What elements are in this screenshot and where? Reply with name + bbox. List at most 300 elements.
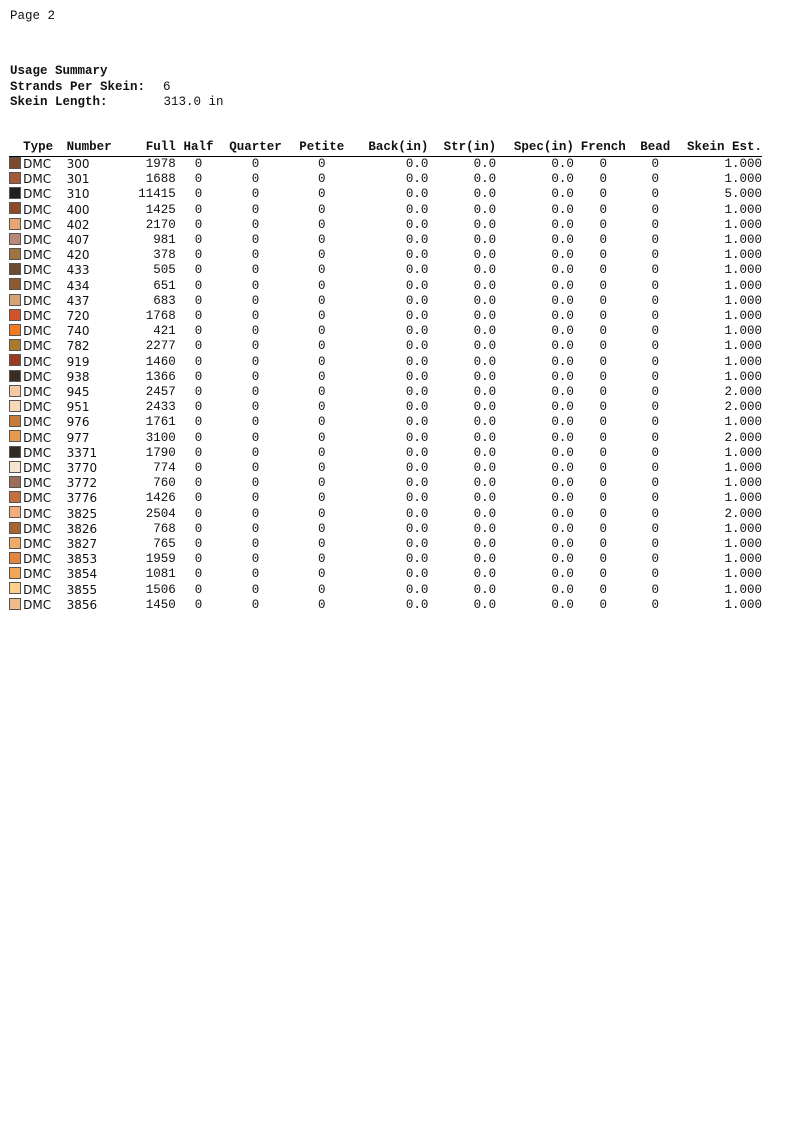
table-row — [9, 567, 762, 582]
swatch-cell — [9, 187, 23, 202]
spec-length-cell: 0.0 — [551, 263, 574, 278]
full-count-cell: 760 — [153, 476, 176, 491]
thread-number-cell: 3772 — [66, 476, 98, 491]
quarter-count-cell: 0 — [251, 582, 260, 597]
petite-count-cell: 0 — [318, 202, 326, 217]
half-count-cell: 0 — [194, 278, 203, 293]
full-count-cell: 2457 — [145, 385, 176, 400]
quarter-count-cell: 0 — [251, 567, 260, 582]
thread-type-cell: DMC — [23, 400, 52, 415]
thread-number-cell: 977 — [66, 430, 90, 445]
skein-estimate-cell: 2.000 — [724, 385, 762, 400]
french-count-cell: 0 — [599, 567, 607, 582]
back-length-cell: 0.0 — [405, 537, 429, 552]
table-row — [9, 507, 762, 522]
french-count-cell: 0 — [599, 202, 607, 217]
back-length-cell: 0.0 — [405, 293, 429, 308]
str-length-cell: 0.0 — [473, 521, 497, 536]
full-count-cell: 768 — [153, 521, 176, 536]
col-header-bead: Bead — [633, 139, 678, 157]
skein-estimate-cell: 1.000 — [724, 552, 762, 567]
color-swatch — [9, 278, 21, 290]
color-swatch — [9, 461, 21, 473]
color-swatch — [9, 202, 21, 214]
swatch-cell — [9, 172, 23, 187]
french-count-cell: 0 — [599, 476, 607, 491]
skein-estimate-cell: 1.000 — [724, 324, 762, 339]
str-length-cell: 0.0 — [473, 187, 497, 202]
str-length-cell: 0.0 — [473, 597, 497, 612]
quarter-count-cell: 0 — [251, 217, 260, 232]
back-length-cell: 0.0 — [405, 309, 429, 324]
skein-estimate-cell: 5.000 — [724, 187, 762, 202]
full-count-cell: 2277 — [145, 339, 176, 354]
full-count-cell: 1768 — [145, 309, 176, 324]
swatch-cell — [9, 263, 23, 278]
swatch-cell — [9, 491, 23, 506]
str-length-cell: 0.0 — [473, 476, 497, 491]
french-count-cell: 0 — [599, 537, 607, 552]
skein-estimate-cell: 1.000 — [724, 445, 762, 460]
color-swatch — [9, 598, 21, 610]
full-count-cell: 651 — [153, 278, 176, 293]
half-count-cell: 0 — [194, 521, 203, 536]
skein-estimate-cell: 2.000 — [724, 506, 762, 521]
petite-count-cell: 0 — [318, 597, 326, 612]
thread-type-cell: DMC — [23, 278, 52, 293]
back-length-cell: 0.0 — [405, 339, 429, 354]
full-count-cell: 765 — [153, 537, 176, 552]
thread-number-cell: 945 — [66, 385, 90, 400]
str-length-cell: 0.0 — [473, 567, 497, 582]
half-count-cell: 0 — [194, 567, 203, 582]
thread-type-cell: DMC — [23, 476, 52, 491]
thread-number-cell: 400 — [66, 202, 90, 217]
color-swatch — [9, 476, 21, 488]
back-length-cell: 0.0 — [405, 521, 429, 536]
skein-estimate-cell: 1.000 — [724, 354, 762, 369]
table-row — [9, 461, 762, 476]
thread-number-cell: 433 — [66, 263, 90, 278]
french-count-cell: 0 — [599, 293, 607, 308]
thread-type-cell: DMC — [23, 597, 52, 612]
half-count-cell: 0 — [194, 597, 203, 612]
str-length-cell: 0.0 — [473, 552, 497, 567]
thread-number-cell: 3776 — [66, 491, 98, 506]
swatch-cell — [9, 339, 23, 354]
quarter-count-cell: 0 — [251, 552, 260, 567]
col-header-full: Full — [123, 139, 176, 157]
swatch-cell — [9, 157, 23, 173]
table-row — [9, 400, 762, 415]
half-count-cell: 0 — [194, 248, 203, 263]
half-count-cell: 0 — [194, 324, 203, 339]
petite-count-cell: 0 — [318, 491, 326, 506]
quarter-count-cell: 0 — [251, 278, 260, 293]
thread-number-cell: 938 — [66, 369, 90, 384]
half-count-cell: 0 — [194, 445, 203, 460]
swatch-cell — [9, 324, 23, 339]
color-swatch — [9, 491, 21, 503]
half-count-cell: 0 — [194, 506, 203, 521]
str-length-cell: 0.0 — [473, 293, 497, 308]
bead-count-cell: 0 — [651, 202, 659, 217]
spec-length-cell: 0.0 — [551, 278, 574, 293]
color-swatch — [9, 157, 21, 169]
col-header-skein-est: Skein Est. — [678, 139, 762, 157]
skein-estimate-cell: 1.000 — [724, 491, 762, 506]
skein-estimate-cell: 1.000 — [724, 293, 762, 308]
petite-count-cell: 0 — [318, 263, 326, 278]
thread-type-cell: DMC — [23, 369, 52, 384]
swatch-cell — [9, 431, 23, 446]
back-length-cell: 0.0 — [405, 172, 429, 187]
french-count-cell: 0 — [599, 309, 607, 324]
back-length-cell: 0.0 — [405, 582, 429, 597]
color-swatch — [9, 522, 21, 534]
table-row — [9, 157, 762, 173]
full-count-cell: 981 — [153, 233, 176, 248]
spec-length-cell: 0.0 — [551, 339, 574, 354]
half-count-cell: 0 — [194, 263, 203, 278]
petite-count-cell: 0 — [318, 309, 326, 324]
spec-length-cell: 0.0 — [551, 567, 574, 582]
back-length-cell: 0.0 — [405, 506, 429, 521]
str-length-cell: 0.0 — [473, 537, 497, 552]
petite-count-cell: 0 — [318, 461, 326, 476]
table-row — [9, 431, 762, 446]
french-count-cell: 0 — [599, 187, 607, 202]
full-count-cell: 1790 — [145, 445, 176, 460]
petite-count-cell: 0 — [318, 537, 326, 552]
french-count-cell: 0 — [599, 354, 607, 369]
quarter-count-cell: 0 — [251, 354, 260, 369]
strands-value: 6 — [163, 79, 171, 94]
bead-count-cell: 0 — [651, 217, 659, 232]
thread-type-cell: DMC — [23, 445, 52, 460]
half-count-cell: 0 — [194, 385, 203, 400]
petite-count-cell: 0 — [318, 567, 326, 582]
col-header-str: Str(in) — [428, 139, 496, 157]
bead-count-cell: 0 — [651, 476, 659, 491]
table-row — [9, 263, 762, 278]
half-count-cell: 0 — [194, 369, 203, 384]
french-count-cell: 0 — [599, 278, 607, 293]
swatch-cell — [9, 567, 23, 582]
bead-count-cell: 0 — [651, 491, 659, 506]
spec-length-cell: 0.0 — [551, 354, 574, 369]
bead-count-cell: 0 — [651, 582, 659, 597]
spec-length-cell: 0.0 — [551, 506, 574, 521]
bead-count-cell: 0 — [651, 172, 659, 187]
quarter-count-cell: 0 — [251, 461, 260, 476]
full-count-cell: 1425 — [145, 202, 176, 217]
color-swatch — [9, 339, 21, 351]
french-count-cell: 0 — [599, 430, 607, 445]
spec-length-cell: 0.0 — [551, 217, 574, 232]
bead-count-cell: 0 — [651, 506, 659, 521]
color-swatch — [9, 385, 21, 397]
page-label: Page 2 — [10, 9, 56, 23]
thread-type-cell: DMC — [23, 385, 52, 400]
skein-estimate-cell: 1.000 — [724, 521, 762, 536]
col-header-spec: Spec(in) — [496, 139, 574, 157]
spec-length-cell: 0.0 — [551, 202, 574, 217]
half-count-cell: 0 — [194, 157, 203, 171]
full-count-cell: 3100 — [145, 430, 176, 445]
quarter-count-cell: 0 — [251, 476, 260, 491]
french-count-cell: 0 — [599, 491, 607, 506]
swatch-cell — [9, 476, 23, 491]
petite-count-cell: 0 — [318, 233, 326, 248]
back-length-cell: 0.0 — [405, 354, 429, 369]
swatch-cell — [9, 598, 23, 613]
back-length-cell: 0.0 — [405, 157, 429, 171]
str-length-cell: 0.0 — [473, 263, 497, 278]
back-length-cell: 0.0 — [405, 324, 429, 339]
full-count-cell: 505 — [153, 263, 176, 278]
thread-type-cell: DMC — [23, 202, 52, 217]
swatch-cell — [9, 294, 23, 309]
color-swatch — [9, 400, 21, 412]
back-length-cell: 0.0 — [405, 248, 429, 263]
thread-type-cell: DMC — [23, 415, 52, 430]
spec-length-cell: 0.0 — [551, 324, 574, 339]
str-length-cell: 0.0 — [473, 461, 497, 476]
half-count-cell: 0 — [194, 309, 203, 324]
color-swatch — [9, 552, 21, 564]
color-swatch — [9, 309, 21, 321]
petite-count-cell: 0 — [318, 187, 326, 202]
bead-count-cell: 0 — [651, 309, 659, 324]
bead-count-cell: 0 — [651, 415, 659, 430]
french-count-cell: 0 — [599, 369, 607, 384]
half-count-cell: 0 — [194, 476, 203, 491]
thread-number-cell: 951 — [66, 400, 90, 415]
bead-count-cell: 0 — [651, 339, 659, 354]
spec-length-cell: 0.0 — [551, 415, 574, 430]
half-count-cell: 0 — [194, 491, 203, 506]
full-count-cell: 1978 — [145, 157, 176, 171]
bead-count-cell: 0 — [651, 385, 659, 400]
thread-number-cell: 402 — [66, 217, 90, 232]
skein-estimate-cell: 1.000 — [724, 157, 762, 171]
bead-count-cell: 0 — [651, 521, 659, 536]
str-length-cell: 0.0 — [473, 354, 497, 369]
swatch-cell — [9, 461, 23, 476]
swatch-cell — [9, 552, 23, 567]
half-count-cell: 0 — [194, 172, 203, 187]
table-row — [9, 218, 762, 233]
swatch-cell — [9, 370, 23, 385]
french-count-cell: 0 — [599, 217, 607, 232]
french-count-cell: 0 — [599, 461, 607, 476]
thread-number-cell: 919 — [66, 354, 90, 369]
skein-estimate-cell: 1.000 — [724, 202, 762, 217]
quarter-count-cell: 0 — [251, 521, 260, 536]
color-swatch — [9, 263, 21, 275]
half-count-cell: 0 — [194, 400, 203, 415]
thread-number-cell: 3827 — [66, 537, 98, 552]
skein-estimate-cell: 1.000 — [724, 567, 762, 582]
back-length-cell: 0.0 — [405, 369, 429, 384]
thread-type-cell: DMC — [23, 157, 52, 171]
full-count-cell: 1081 — [145, 567, 176, 582]
col-header-half: Half — [176, 139, 221, 157]
usage-table-body — [9, 157, 762, 614]
str-length-cell: 0.0 — [473, 339, 497, 354]
french-count-cell: 0 — [599, 385, 607, 400]
thread-type-cell: DMC — [23, 324, 52, 339]
back-length-cell: 0.0 — [405, 263, 429, 278]
quarter-count-cell: 0 — [251, 506, 260, 521]
thread-type-cell: DMC — [23, 567, 52, 582]
bead-count-cell: 0 — [651, 157, 659, 171]
table-row — [9, 583, 762, 598]
str-length-cell: 0.0 — [473, 157, 497, 171]
thread-number-cell: 3371 — [66, 445, 98, 460]
petite-count-cell: 0 — [318, 324, 326, 339]
spec-length-cell: 0.0 — [551, 597, 574, 612]
petite-count-cell: 0 — [318, 369, 326, 384]
quarter-count-cell: 0 — [251, 445, 260, 460]
full-count-cell: 1688 — [145, 172, 176, 187]
bead-count-cell: 0 — [651, 597, 659, 612]
quarter-count-cell: 0 — [251, 248, 260, 263]
quarter-count-cell: 0 — [251, 400, 260, 415]
str-length-cell: 0.0 — [473, 445, 497, 460]
petite-count-cell: 0 — [318, 354, 326, 369]
french-count-cell: 0 — [599, 339, 607, 354]
back-length-cell: 0.0 — [405, 476, 429, 491]
full-count-cell: 1366 — [145, 369, 176, 384]
color-swatch — [9, 324, 21, 336]
table-row — [9, 522, 762, 537]
str-length-cell: 0.0 — [473, 309, 497, 324]
full-count-cell: 2504 — [145, 506, 176, 521]
thread-number-cell: 407 — [66, 233, 90, 248]
str-length-cell: 0.0 — [473, 248, 497, 263]
skein-estimate-cell: 2.000 — [724, 400, 762, 415]
bead-count-cell: 0 — [651, 430, 659, 445]
petite-count-cell: 0 — [318, 385, 326, 400]
thread-number-cell: 3770 — [66, 461, 98, 476]
quarter-count-cell: 0 — [251, 293, 260, 308]
french-count-cell: 0 — [599, 506, 607, 521]
petite-count-cell: 0 — [318, 248, 326, 263]
color-swatch — [9, 582, 21, 594]
length-label: Skein Length: — [10, 95, 108, 109]
bead-count-cell: 0 — [651, 445, 659, 460]
spec-length-cell: 0.0 — [551, 582, 574, 597]
table-row — [9, 324, 762, 339]
spec-length-cell: 0.0 — [551, 248, 574, 263]
spec-length-cell: 0.0 — [551, 445, 574, 460]
spec-length-cell: 0.0 — [551, 400, 574, 415]
thread-type-cell: DMC — [23, 187, 52, 202]
full-count-cell: 2433 — [145, 400, 176, 415]
full-count-cell: 1506 — [145, 582, 176, 597]
back-length-cell: 0.0 — [405, 430, 429, 445]
back-length-cell: 0.0 — [405, 461, 429, 476]
thread-number-cell: 310 — [66, 187, 90, 202]
color-swatch — [9, 370, 21, 382]
petite-count-cell: 0 — [318, 157, 326, 171]
col-header-quarter: Quarter — [221, 139, 290, 157]
bead-count-cell: 0 — [651, 567, 659, 582]
back-length-cell: 0.0 — [405, 202, 429, 217]
spec-length-cell: 0.0 — [551, 521, 574, 536]
str-length-cell: 0.0 — [473, 172, 497, 187]
quarter-count-cell: 0 — [251, 385, 260, 400]
full-count-cell: 11415 — [138, 187, 176, 202]
thread-type-cell: DMC — [23, 491, 52, 506]
french-count-cell: 0 — [599, 157, 607, 171]
quarter-count-cell: 0 — [251, 597, 260, 612]
back-length-cell: 0.0 — [405, 597, 429, 612]
table-row — [9, 446, 762, 461]
table-row — [9, 339, 762, 354]
skein-estimate-cell: 1.000 — [724, 233, 762, 248]
quarter-count-cell: 0 — [251, 537, 260, 552]
bead-count-cell: 0 — [651, 248, 659, 263]
half-count-cell: 0 — [194, 354, 203, 369]
table-row — [9, 233, 762, 248]
str-length-cell: 0.0 — [473, 400, 497, 415]
back-length-cell: 0.0 — [405, 278, 429, 293]
color-swatch — [9, 294, 21, 306]
table-row — [9, 385, 762, 400]
french-count-cell: 0 — [599, 597, 607, 612]
thread-type-cell: DMC — [23, 552, 52, 567]
back-length-cell: 0.0 — [405, 233, 429, 248]
table-row — [9, 172, 762, 187]
swatch-cell — [9, 537, 23, 552]
petite-count-cell: 0 — [318, 400, 326, 415]
skein-estimate-cell: 1.000 — [724, 172, 762, 187]
skein-estimate-cell: 1.000 — [724, 597, 762, 612]
thread-type-cell: DMC — [23, 354, 52, 369]
thread-type-cell: DMC — [23, 233, 52, 248]
spec-length-cell: 0.0 — [551, 476, 574, 491]
str-length-cell: 0.0 — [473, 217, 497, 232]
str-length-cell: 0.0 — [473, 385, 497, 400]
table-row — [9, 552, 762, 567]
spec-length-cell: 0.0 — [551, 491, 574, 506]
col-header-swatch — [9, 139, 23, 157]
swatch-cell — [9, 355, 23, 370]
thread-number-cell: 3856 — [66, 597, 98, 612]
table-row — [9, 476, 762, 491]
thread-number-cell: 3855 — [66, 582, 98, 597]
half-count-cell: 0 — [194, 202, 203, 217]
table-row — [9, 537, 762, 552]
str-length-cell: 0.0 — [473, 415, 497, 430]
half-count-cell: 0 — [194, 217, 203, 232]
skein-estimate-cell: 1.000 — [724, 369, 762, 384]
bead-count-cell: 0 — [651, 354, 659, 369]
quarter-count-cell: 0 — [251, 187, 260, 202]
color-swatch — [9, 233, 21, 245]
bead-count-cell: 0 — [651, 293, 659, 308]
bead-count-cell: 0 — [651, 233, 659, 248]
quarter-count-cell: 0 — [251, 369, 260, 384]
table-row — [9, 203, 762, 218]
french-count-cell: 0 — [599, 248, 607, 263]
col-header-back: Back(in) — [354, 139, 429, 157]
color-swatch — [9, 567, 21, 579]
thread-type-cell: DMC — [23, 309, 52, 324]
